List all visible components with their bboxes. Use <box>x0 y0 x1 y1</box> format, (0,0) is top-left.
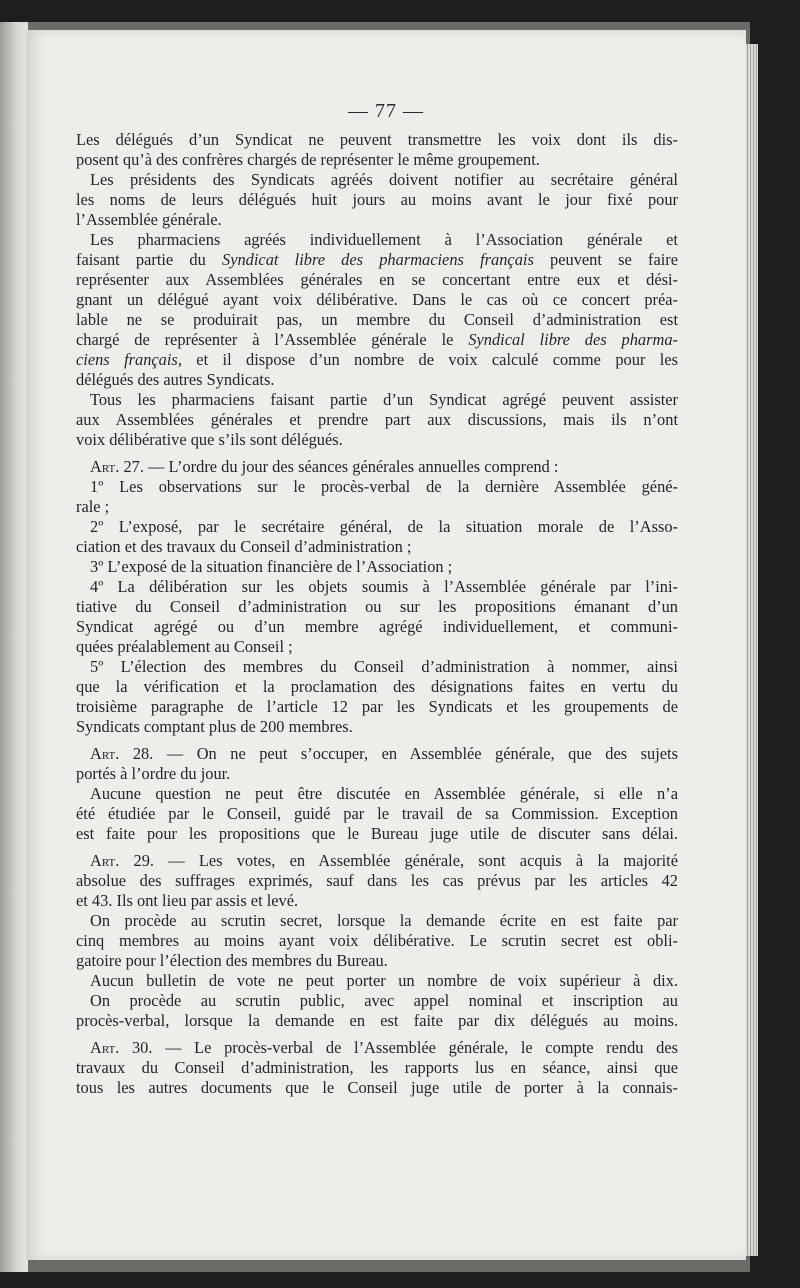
article-label: Art. <box>90 1038 120 1057</box>
text-line: que la vérification et la proclamation des désignations faites en vertu du <box>76 677 678 696</box>
text-line: gnant un délégué ayant voix délibérative. Dans le cas où ce concert préa- <box>76 290 678 309</box>
italic-text: Syndical libre des pharma- <box>468 330 678 349</box>
text-line: Art. 29. — Les votes, en Assemblée générale, sont acquis à la majorité <box>90 851 678 870</box>
text-line: 2º L’exposé, par le secrétaire général, de la situation morale de l’Asso- <box>90 517 678 536</box>
text-line: On procède au scrutin secret, lorsque la demande écrite en est faite par <box>90 911 678 930</box>
page-number: — 77 — <box>348 100 424 122</box>
text-line: 4º La délibération sur les objets soumis à l’Assemblée générale par l’ini- <box>90 577 678 596</box>
text-line: été étudiée par le Conseil, guidé par le travail de sa Commission. Exception <box>76 804 678 823</box>
text-line: Tous les pharmaciens faisant partie d’un Syndicat agrégé peuvent assister <box>90 390 678 409</box>
book-page <box>26 30 746 1260</box>
text-line: posent qu’à des confrères chargés de représenter le même groupement. <box>76 150 540 169</box>
text-line: délégués des autres Syndicats. <box>76 370 275 389</box>
text-line: troisième paragraphe de l’article 12 par les Syndicats et les groupements de <box>76 697 678 716</box>
text-line: cinq membres au moins ayant voix délibérative. Le scrutin secret est obli- <box>76 931 678 950</box>
text-line: Syndicat agrégé ou d’un membre agrégé individuellement, et communi- <box>76 617 678 636</box>
text-line: chargé de représenter à l’Assemblée générale le Syndical libre des pharma- <box>76 330 678 349</box>
text-line: Aucun bulletin de vote ne peut porter un nombre de voix supérieur à dix. <box>90 971 678 990</box>
text-line: l’Assemblée générale. <box>76 210 222 229</box>
text-line: ciation et des travaux du Conseil d’administration ; <box>76 537 412 556</box>
text-line: Aucune question ne peut être discutée en Assemblée générale, si elle n’a <box>90 784 678 803</box>
text-line: Art. 30. — Le procès-verbal de l’Assemblée générale, le compte rendu des <box>90 1038 678 1057</box>
italic-text: Syndicat libre des pharmaciens français <box>222 250 534 269</box>
text-line: procès-verbal, lorsque la demande en est faite par dix délégués au moins. <box>76 1011 678 1030</box>
text-line: et 43. Ils ont lieu par assis et levé. <box>76 891 299 910</box>
article-label: Art. <box>90 744 120 763</box>
text-line: 5º L’élection des membres du Conseil d’administration à nommer, ainsi <box>90 657 678 676</box>
text-line: 1º Les observations sur le procès-verbal de la dernière Assemblée géné- <box>90 477 678 496</box>
body-text <box>76 130 678 1098</box>
text-line: portés à l’ordre du jour. <box>76 764 231 783</box>
article-label: Art. <box>90 457 120 476</box>
text-line: absolue des suffrages exprimés, sauf dans les cas prévus par les articles 42 <box>76 871 678 890</box>
text-line: Les délégués d’un Syndicat ne peuvent transmettre les voix dont ils dis- <box>76 130 678 149</box>
text-line: tiative du Conseil d’administration ou sur les propositions émanant d’un <box>76 597 678 616</box>
text-line: lable ne se produirait pas, un membre du Conseil d’administration est <box>76 310 678 329</box>
text-line: ciens français, et il dispose d’un nombre de voix calculé comme pour les <box>76 350 678 369</box>
text-line: rale ; <box>76 497 110 516</box>
text-line: voix délibérative que s’ils sont délégués. <box>76 430 343 449</box>
text-line: aux Assemblées générales et prendre part aux discussions, mais ils n’ont <box>76 410 678 429</box>
text-line: Les présidents des Syndicats agréés doivent notifier au secrétaire général <box>90 170 678 189</box>
text-line: est faite pour les propositions que le Bureau juge utile de discuter sans délai. <box>76 824 678 843</box>
text-line: On procède au scrutin public, avec appel nominal et inscription au <box>90 991 678 1010</box>
text-line: Art. 28. — On ne peut s’occuper, en Assemblée générale, que des sujets <box>90 744 678 763</box>
book-spine-edge <box>0 22 28 1272</box>
text-line: faisant partie du Syndicat libre des pharmaciens français peuvent se faire <box>76 250 679 269</box>
text-line: 3º L’exposé de la situation financière de l’Association ; <box>90 557 453 576</box>
italic-text: ciens français <box>76 350 178 369</box>
text-line: Art. 27. — L’ordre du jour des séances générales annuelles comprend : <box>90 457 559 476</box>
text-line: Les pharmaciens agréés individuellement à l’Association générale et <box>90 230 678 249</box>
text-line: représenter aux Assemblées générales en se concertant entre eux et dési- <box>76 270 678 289</box>
text-line: travaux du Conseil d’administration, les rapports lus en séance, ainsi que <box>76 1058 678 1077</box>
article-label: Art. <box>90 851 120 870</box>
text-line: gatoire pour l’élection des membres du Bureau. <box>76 951 388 970</box>
text-line: les noms de leurs délégués huit jours au moins avant le jour fixé pour <box>76 190 678 209</box>
text-line: Syndicats comptant plus de 200 membres. <box>76 717 353 736</box>
text-line: tous les autres documents que le Conseil juge utile de porter à la connais- <box>76 1078 678 1097</box>
text-line: quées préalablement au Conseil ; <box>76 637 293 656</box>
